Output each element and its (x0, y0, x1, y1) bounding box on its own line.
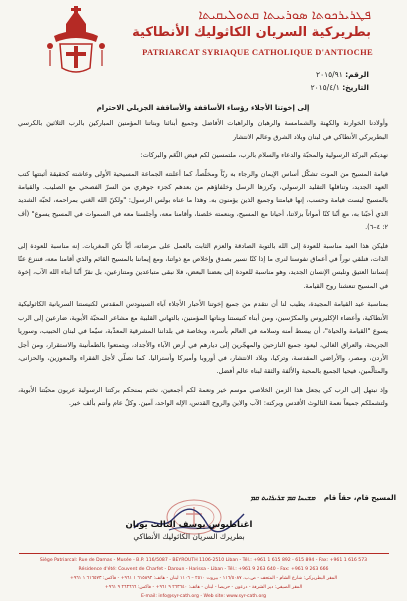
footer-divider (19, 553, 389, 554)
letterhead (0, 0, 407, 66)
letter-footer (0, 553, 407, 601)
patriarchal-crest-icon (44, 6, 108, 78)
footer-summer-arabic: المقر الصيفي: دير الشرفة - درعون - حريصا - لبنان - هاتف: ٢٦٣٦٤٠ ٩ ٩٦١+ - فاكس: ٢٦٣٦٦٦ ٩ ٩٦١+ (104, 585, 303, 590)
letter-body (18, 102, 388, 411)
syriac-letterhead-title: ܦܛܪܝܪܟܘܬܐ ܣܘܪܝܝܬܐ ܩܬܘܠܝܩܝܬܐ (198, 8, 371, 23)
salutation: إلى إخوتنا الأجلاء رؤساء الأساقفة والأساقفة الجزيلي الاحترام (96, 104, 310, 112)
easter-greeting-syriac: ܡܫܝܚܐ ܩܡ ܫܪܝܪܐܝܬ ܩܡ (250, 493, 316, 502)
addressees-paragraph: وأولادنا الخوارنة والكهنة والشمامسة والرهبان والراهبات الأفاضل وجميع أبنائنا وبناتنا المؤمنين المباركين بالرب الثلاثين بالكرسي البطريركي الأنطاكي في لبنان وبلاد الشرق وعالم الانتشار (18, 119, 388, 141)
reference-label: الرقم: (345, 70, 369, 79)
footer-contact[interactable]: E-mail: info@syr-cath.org - Web site: www.syr-cath.org (140, 594, 267, 599)
signatory-name: اغناطيوس يوسف الثالث يونان (125, 520, 253, 530)
date-label: التاريخ: (342, 83, 369, 92)
footer-address-french: Siège Patriarcal: Rue de Damas - Musée - B.P. 116/5087 - BEYROUTH 1106-2510 Liban - Tél.: +961 1 615 892 - 615 894 - Fax: +961 1 616 573 (39, 558, 368, 563)
easter-greeting-arabic: المسيح قام، حقاً قام (323, 494, 396, 502)
resurrection-paragraph: قيامة المسيح من الموت تشكّل أساس الإيمان والرجاء به ربّاً ومخلّصاً، كما أعلنته الجماعة المسيحية الأولى وعاشته كحقيقة أثبتتها كتب العهد الجديد، وتناقلها التقليد الرسولي، وكرزها الرسل وخلفاؤهم من بعدهم كجزء جوهري من السرّ الفصحي مع الصليب. والقيامة بالمسيح ليست قيامة وحسب، إنها قيامتنا وجميع الذين يؤمنون به. وهذا ما عناه بولس الرسول: "ولكنّ الله الغني بمراحمه، لحبّه الشديد الذي أحبّنا به، مع أنّنا كنّا أمواتاً بزلاتنا، أحيانا مع المسيح، وبنعمته خلصنا، وأقامنا معه، وأجلسنا معه في السموات في المسيح يسوع" (أف ٢: ٤–٦). (18, 169, 388, 232)
arabic-letterhead-title: بطريركية السريان الكاثوليك الأنطاكية (132, 25, 371, 40)
signatory-title: بطريرك السريان الكاثوليك الأنطاكي (133, 532, 245, 541)
footer-address-arabic: المقر البطريركي: شارع الشام - المتحف - ص.ب. ١١٦/٥٠٨٧ - بيروت ٢٥١٠ – ١١٠٦ لبنان - هاتف: ٦١٥٨٩٢ ١ ٩٦١+ - فاكس: ٦١٦٥٧٣ ١ ٩٦١+ (69, 576, 338, 581)
date-value: ٢٠١٥/٤/١ (310, 83, 340, 92)
blessing-paragraph: وإذ نبتهل إلى الرب كي يجعل هذا الزمن الخلاصي موسم خير ونعمة لكم أجمعين، نختم بمنحكم بركتنا الرسولية عربون محبّتنا الأبوية، ولتشملكم جميعاً نعمة الثالوث الأقدس وبركته: الآب والابن والروح القدس، الإله الواحد، آمين. وكلّ عام وأنتم بألف خير. (18, 385, 388, 408)
reference-block (229, 68, 369, 94)
wishes-paragraph: بمناسبة عيد القيامة المجيدة، يطيب لنا أن نتقدم من جميع إخوتنا الأحبار الأجلاء آباء السينودس المقدس لكنيستنا السريانية الكاثوليكية الأنطاكية، وأعضاء الإكليروس والمكرّسين، ومن أبناء كنيستنا وبناتها المؤمنين، بالتهاني القلبية مع مشاعر المحبّة الأبوية، ضارعين إلى الرب يسوع "القيامة والحياة"، أن يبسط أمنه وسلامه في العالم بأسره، وبخاصة في بلداننا المشرقية المعذّبة، سيّما في لبنان الحبيب، وسوريا الجريحة، والعراق الغالي، ليعود جميع النازحين والمهجّرين إلى ديارهم في أرض الآباء والأجداد، ويتمتعوا بالطمأنينة والاستقرار، ومن أجل الأردن، ومصر، والأراضي المقدسة، وتركيا، وبلاد الانتشار، في أوروبا وأميركا وأستراليا. كما نصلّي لأجل الفقراء والمعوزين، والحزانى، والمتألّمين، فيحيا الجميع بالمحبة والألفة والثقة لبناء عالم أفضل. (18, 300, 388, 376)
footer-summer-french: Résidence d'été: Couvent de Charfet - Daroun - Harissa - Liban - Tél.: +961 9 263 640 - Fax: +961 9 263 666 (78, 567, 329, 572)
french-letterhead-title: PATRIARCAT SYRIAQUE CATHOLIQUE D'ANTIOCHE (142, 47, 373, 57)
repentance-paragraph: فليكن هذا العيد مناسبة للعودة إلى الله بالتوبة الصادقة والعزم الثابت بالعمل على مرضاته، أيّاً تكن المغريات. إنه مناسبة للعودة إلى الذات، فنلقي نوراً في أعماق نفوسنا لنرى ما إذا كنّا نسير بصدق وإخلاص مع ذواتنا، ومع إيماننا بالمسيح القائم والذي أقامنا معه، فننزع عنّا إنساننا العتيق ونلبس الإنسان الجديد، وهو مناسبة للعودة إلى بعضنا البعض، فلا نبقى متباعدين ومتنازعين، بل نقرّ أنّنا أبناء الله الآب، إخوة في المسيح تنعشنا روح القيامة. (18, 241, 388, 290)
signature-block (99, 512, 279, 541)
reference-value: ٢٠١٥/٩١ (316, 70, 343, 79)
letter-date (229, 81, 369, 94)
greeting-paragraph: نهديكم البركة الرسولية والمحبّة والدعاء والسلام بالرب، ملتمسين لكم فيض النِّعَم والبركات: (140, 151, 388, 160)
reference-number (229, 68, 369, 81)
